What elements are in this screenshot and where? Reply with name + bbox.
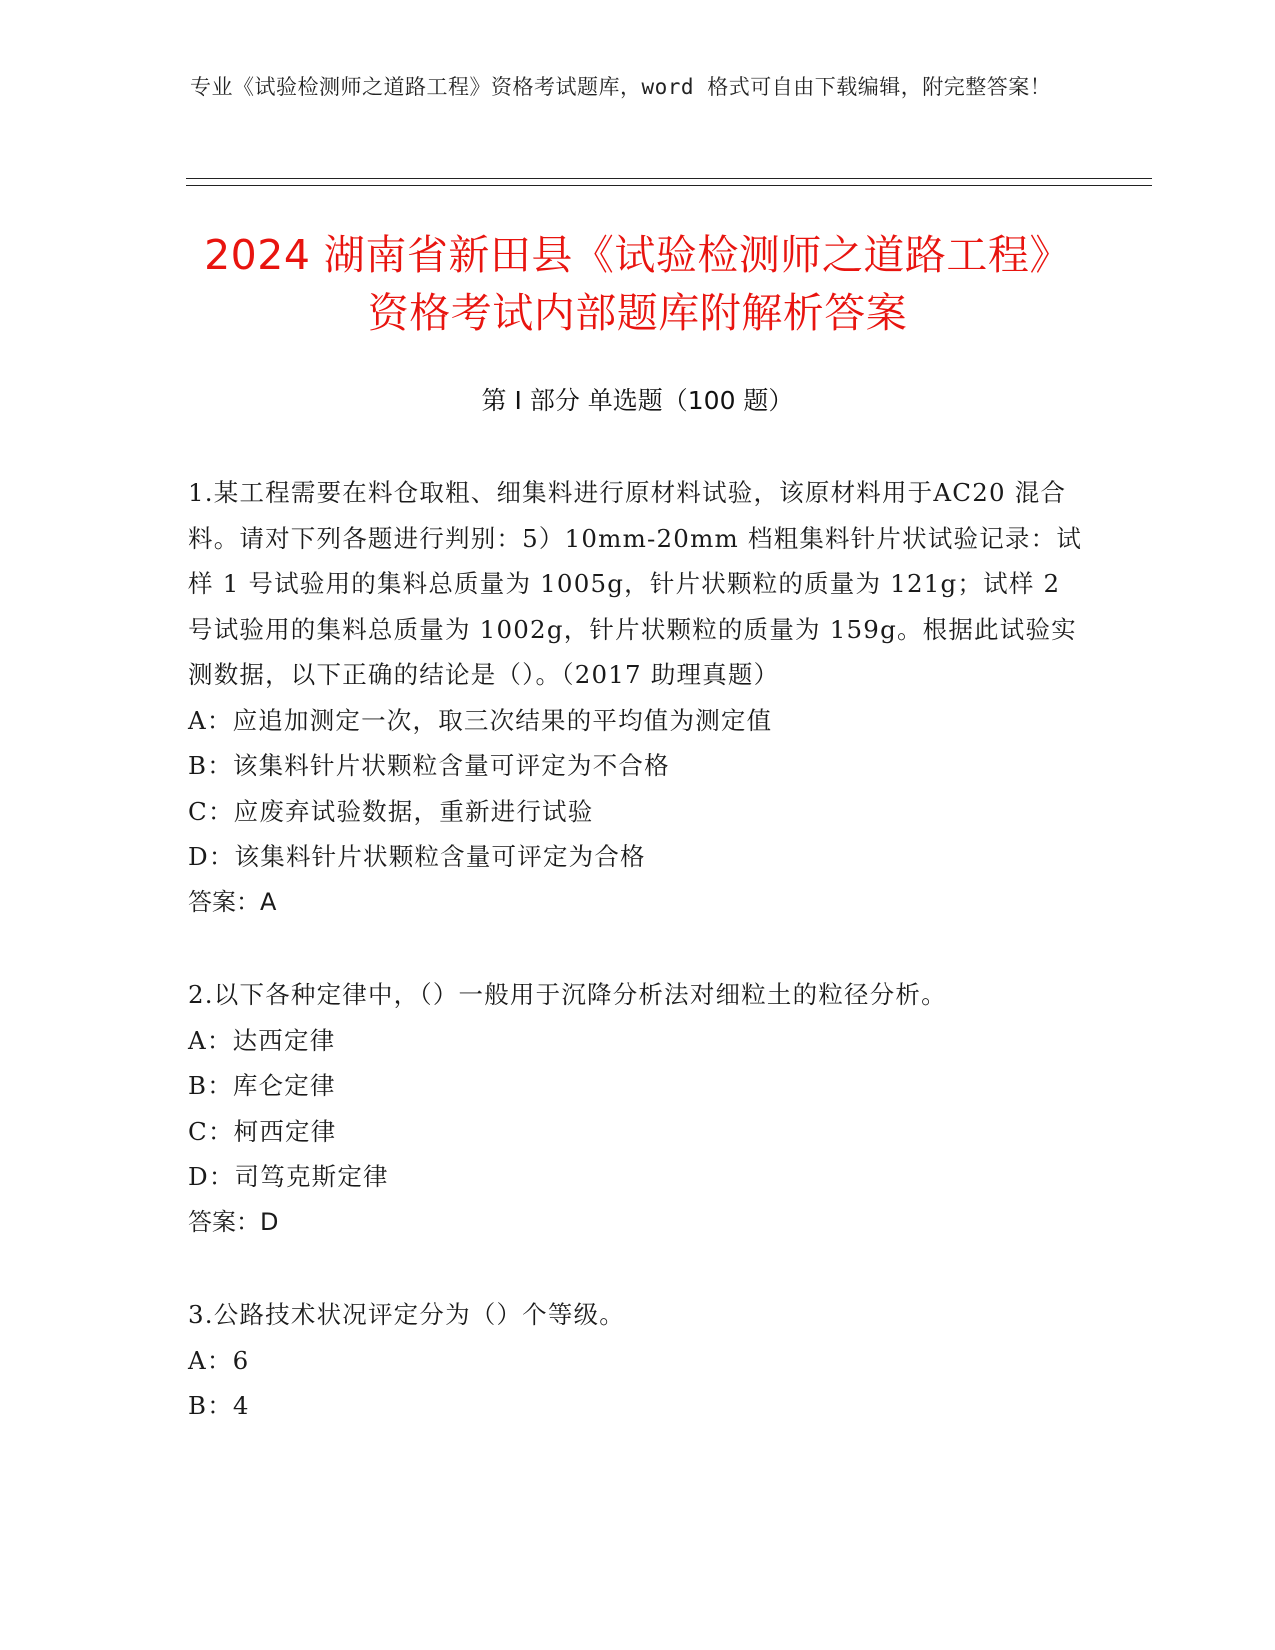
option-a: A：应追加测定一次，取三次结果的平均值为测定值: [188, 705, 773, 735]
question-2: [188, 972, 1088, 1245]
answer-line: 答案：D: [188, 1207, 279, 1236]
question-3: [188, 1292, 1088, 1429]
option-d: D：该集料针片状颗粒含量可评定为合格: [188, 842, 646, 871]
header-divider-top: [186, 178, 1152, 179]
option-b: B：该集料针片状颗粒含量可评定为不合格: [188, 751, 670, 780]
option-b: B：库仑定律: [188, 1071, 336, 1100]
option-c: C：应废弃试验数据，重新进行试验: [188, 796, 594, 826]
header-divider-bottom: [186, 185, 1152, 186]
option-b: B：4: [188, 1391, 250, 1420]
answer-line: 答案：A: [188, 887, 277, 916]
option-c: C：柯西定律: [188, 1116, 337, 1146]
question-1: [188, 470, 1088, 925]
option-a: A：6: [188, 1345, 250, 1375]
header-note: 专业《试验检测师之道路工程》资格考试题库，word 格式可自由下载编辑，附完整答案！: [190, 75, 1052, 99]
option-d: D：司笃克斯定律: [188, 1162, 389, 1191]
question-stem: 1.某工程需要在料仓取粗、细集料进行原材料试验，该原材料用于AC20 混合料。请对下列各题进行判别：5）10mm-20mm 档粗集料针片状试验记录：试样 1 号试验用的集料总质量为 1005g，针片状颗粒的质量为 121g；试样 2 号试验用的集料总质量为 1002g，针片状颗粒的质量为 159g。根据此试验实测数据，以下正确的结论是（）。（2017 助理真题）: [188, 478, 1083, 689]
question-stem: 2.以下各种定律中，（）一般用于沉降分析法对细粒土的粒径分析。: [188, 980, 947, 1009]
question-list: [188, 470, 1088, 1476]
question-stem: 3.公路技术状况评定分为（）个等级。: [188, 1300, 625, 1329]
section-heading: 第 I 部分 单选题（100 题）: [481, 386, 794, 415]
option-a: A：达西定律: [188, 1025, 336, 1055]
document-title: 2024 湖南省新田县《试验检测师之道路工程》资格考试内部题库附解析答案: [204, 231, 1071, 337]
